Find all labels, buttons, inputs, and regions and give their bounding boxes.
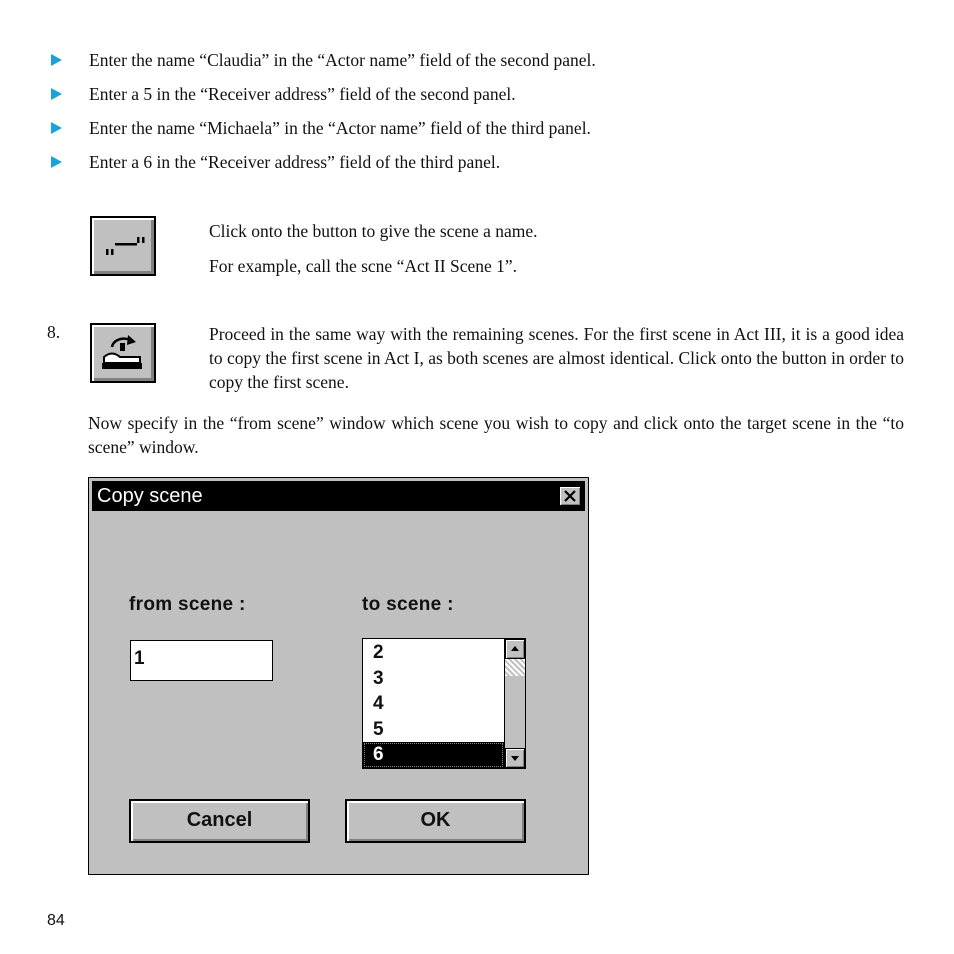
rename-scene-icon xyxy=(92,218,154,274)
scroll-up-button[interactable] xyxy=(505,639,525,659)
ok-button[interactable]: OK xyxy=(345,799,526,843)
cancel-button[interactable]: Cancel xyxy=(129,799,310,843)
step-number: 8. xyxy=(47,322,61,342)
bullet-text: Enter a 6 in the “Receiver address” field of the third panel. xyxy=(89,152,501,172)
scroll-thumb[interactable] xyxy=(505,659,525,676)
page-number: 84 xyxy=(47,912,65,929)
from-scene-input[interactable] xyxy=(130,640,273,681)
arrow-down-icon xyxy=(506,749,524,767)
triangle-bullet-icon xyxy=(51,122,62,134)
list-item-selected[interactable]: 6 xyxy=(363,742,504,768)
from-scene-value: 1 xyxy=(134,648,145,669)
triangle-bullet-icon xyxy=(51,156,62,168)
step8-text: Proceed in the same way with the remaining scenes. For the first scene in Act III, it is a good idea to copy the first scene in Act I, as both scenes are almost identical. Click onto the button in order to copy the first scene. xyxy=(209,324,904,392)
from-scene-label: from scene : xyxy=(129,594,246,615)
dialog-title: Copy scene xyxy=(97,485,203,507)
bullet-text: Enter the name “Claudia” in the “Actor name” field of the second panel. xyxy=(89,50,596,70)
to-scene-list[interactable] xyxy=(362,638,526,769)
triangle-bullet-icon xyxy=(51,88,62,100)
triangle-bullet-icon xyxy=(51,54,62,66)
rename-instruction: Click onto the button to give the scene a name. xyxy=(209,221,538,241)
close-button[interactable] xyxy=(559,486,581,506)
bullet-text: Enter the name “Michaela” in the “Actor name” field of the third panel. xyxy=(89,118,591,138)
copy-scene-dialog xyxy=(88,477,589,875)
bullet-text: Enter a 5 in the “Receiver address” field of the second panel. xyxy=(89,84,516,104)
close-icon xyxy=(560,487,580,505)
list-item[interactable]: 5 xyxy=(373,718,384,740)
copy-instruction: Now specify in the “from scene” window which scene you wish to copy and click onto the target scene in the “to scene” window. xyxy=(88,413,904,457)
rename-scene-button[interactable] xyxy=(90,216,156,276)
arrow-up-icon xyxy=(506,640,524,658)
list-item[interactable]: 3 xyxy=(373,667,384,689)
copy-scene-button[interactable] xyxy=(90,323,156,383)
list-item[interactable]: 2 xyxy=(373,642,384,663)
rename-example: For example, call the scne “Act II Scene 1”. xyxy=(209,256,518,276)
to-scene-label: to scene : xyxy=(362,594,454,615)
scroll-down-button[interactable] xyxy=(505,748,525,768)
dialog-titlebar xyxy=(92,481,585,511)
copy-scene-icon xyxy=(92,325,154,381)
list-scrollbar[interactable] xyxy=(504,639,525,768)
list-item[interactable]: 4 xyxy=(373,693,384,714)
